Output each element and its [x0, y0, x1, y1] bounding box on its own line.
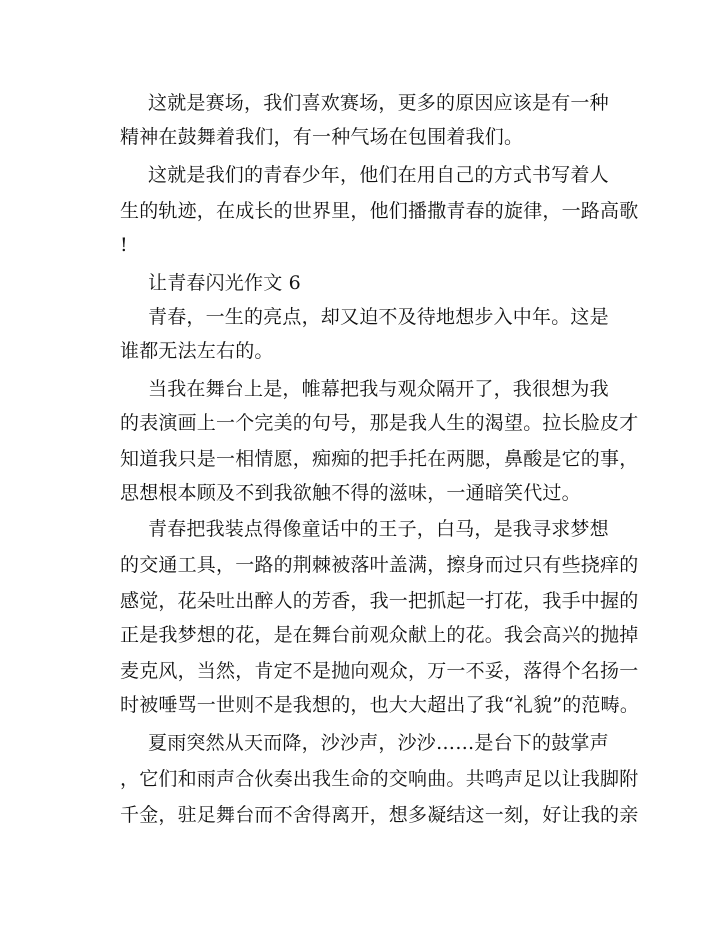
section-heading: 让青春闪光作文 6: [148, 272, 301, 294]
paragraph-line: 这就是赛场，我们喜欢赛场，更多的原因应该是有一种: [148, 92, 609, 114]
paragraph-line: 夏雨突然从天而降，沙沙声，沙沙……是台下的鼓掌声: [148, 732, 609, 754]
paragraph-line: 感觉，花朵吐出醉人的芳香，我一把抓起一打花，我手中握的: [120, 590, 639, 612]
paragraph-line: 的交通工具，一路的荆棘被落叶盖满，擦身而过只有些挠痒的: [120, 554, 639, 576]
paragraph-line: 精神在鼓舞着我们，有一种气场在包围着我们。: [120, 126, 524, 148]
paragraph-line: 时被唾骂一世则不是我想的，也大大超出了我“礼貌”的范畴。: [120, 694, 640, 716]
paragraph-line: 知道我只是一相情愿，痴痴的把手托在两腮，鼻酸是它的事，: [120, 448, 639, 470]
paragraph-line: 麦克风，当然，肯定不是抛向观众，万一不妥，落得个名扬一: [120, 660, 639, 682]
paragraph-line: 正是我梦想的花，是在舞台前观众献上的花。我会高兴的抛掉: [120, 624, 639, 646]
paragraph-line: 千金，驻足舞台而不舍得离开，想多凝结这一刻，好让我的亲: [120, 804, 639, 826]
paragraph-line: 思想根本顾及不到我欲触不得的滋味，一通暗笑代过。: [120, 482, 581, 504]
paragraph-line: 青春把我装点得像童话中的王子，白马，是我寻求梦想: [148, 518, 609, 540]
paragraph-line: 这就是我们的青春少年，他们在用自己的方式书写着人: [148, 164, 609, 186]
paragraph-line: 谁都无法左右的。: [120, 340, 274, 362]
paragraph-line: 青春，一生的亮点，却又迫不及待地想步入中年。这是: [148, 306, 609, 328]
paragraph-line: 生的轨迹，在成长的世界里，他们播撒青春的旋律，一路高歌: [120, 200, 639, 222]
paragraph-line: ，它们和雨声合伙奏出我生命的交响曲。共鸣声足以让我脚附: [120, 768, 639, 790]
paragraph-line: 的表演画上一个完美的句号，那是我人生的渴望。拉长脸皮才: [120, 412, 639, 434]
paragraph-line: !: [120, 234, 128, 256]
paragraph-line: 当我在舞台上是，帷幕把我与观众隔开了，我很想为我: [148, 378, 609, 400]
